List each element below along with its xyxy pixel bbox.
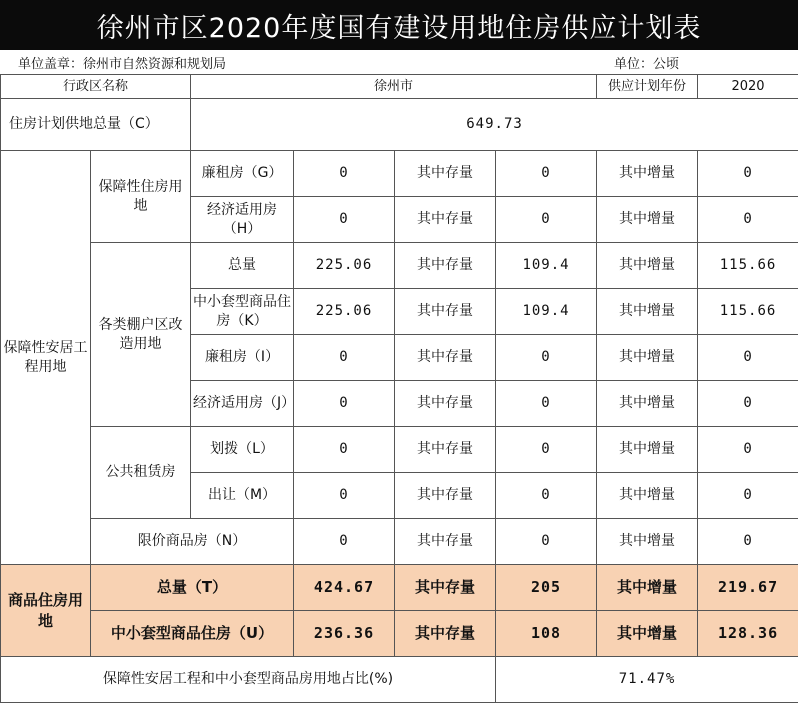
header-row bbox=[1, 75, 798, 99]
row-stock: 0 bbox=[496, 427, 597, 473]
row-increase: 219.67 bbox=[698, 565, 798, 611]
ratio-value: 71.47% bbox=[496, 657, 798, 703]
row-stock: 0 bbox=[496, 381, 597, 427]
ratio-label: 保障性安居工程和中小套型商品房用地占比(%) bbox=[1, 657, 496, 703]
row-name: 中小套型商品住房（K） bbox=[191, 289, 294, 335]
row-increase: 0 bbox=[698, 151, 798, 197]
row-increase: 0 bbox=[698, 197, 798, 243]
increase-label: 其中增量 bbox=[597, 519, 698, 565]
row-name: 廉租房（G） bbox=[191, 151, 294, 197]
stock-label: 其中存量 bbox=[395, 335, 496, 381]
group-public-rental: 公共租赁房 bbox=[91, 427, 191, 519]
row-value: 0 bbox=[294, 335, 395, 381]
total-value: 649.73 bbox=[191, 99, 798, 151]
row-name: 出让（M） bbox=[191, 473, 294, 519]
row-name: 总量 bbox=[191, 243, 294, 289]
page-title: 徐州市区2020年度国有建设用地住房供应计划表 bbox=[0, 0, 798, 50]
district-label: 行政区名称 bbox=[1, 75, 191, 99]
stock-label: 其中存量 bbox=[395, 243, 496, 289]
row-value: 0 bbox=[294, 473, 395, 519]
increase-label: 其中增量 bbox=[597, 473, 698, 519]
increase-label: 其中增量 bbox=[597, 335, 698, 381]
row-name: 经济适用房（J） bbox=[191, 381, 294, 427]
table-row bbox=[1, 565, 798, 611]
total-row bbox=[1, 99, 798, 151]
row-increase: 115.66 bbox=[698, 289, 798, 335]
increase-label: 其中增量 bbox=[597, 289, 698, 335]
increase-label: 其中增量 bbox=[597, 427, 698, 473]
row-increase: 0 bbox=[698, 335, 798, 381]
row-increase: 115.66 bbox=[698, 243, 798, 289]
stock-label: 其中存量 bbox=[395, 289, 496, 335]
stock-label: 其中存量 bbox=[395, 427, 496, 473]
row-increase: 0 bbox=[698, 381, 798, 427]
row-name: 廉租房（I） bbox=[191, 335, 294, 381]
row-value: 225.06 bbox=[294, 243, 395, 289]
unit-label: 单位：公顷 bbox=[614, 56, 680, 72]
table-row bbox=[1, 243, 798, 289]
row-stock: 0 bbox=[496, 519, 597, 565]
increase-label: 其中增量 bbox=[597, 611, 698, 657]
row-increase: 128.36 bbox=[698, 611, 798, 657]
row-stock: 0 bbox=[496, 335, 597, 381]
row-value: 0 bbox=[294, 381, 395, 427]
row-value: 236.36 bbox=[294, 611, 395, 657]
stock-label: 其中存量 bbox=[395, 197, 496, 243]
table-row bbox=[1, 611, 798, 657]
table-row bbox=[1, 427, 798, 473]
row-name: 中小套型商品住房（U） bbox=[91, 611, 294, 657]
group-commercial: 商品住房用地 bbox=[1, 565, 91, 657]
increase-label: 其中增量 bbox=[597, 381, 698, 427]
row-increase: 0 bbox=[698, 519, 798, 565]
row-value: 225.06 bbox=[294, 289, 395, 335]
increase-label: 其中增量 bbox=[597, 243, 698, 289]
stock-label: 其中存量 bbox=[395, 611, 496, 657]
seal-label: 单位盖章：徐州市自然资源和规划局 bbox=[18, 56, 227, 72]
total-label: 住房计划供地总量（C） bbox=[1, 99, 191, 151]
row-stock: 109.4 bbox=[496, 289, 597, 335]
stock-label: 其中存量 bbox=[395, 473, 496, 519]
row-stock: 108 bbox=[496, 611, 597, 657]
increase-label: 其中增量 bbox=[597, 151, 698, 197]
row-stock: 0 bbox=[496, 151, 597, 197]
increase-label: 其中增量 bbox=[597, 565, 698, 611]
row-name: 划拨（L） bbox=[191, 427, 294, 473]
table-row bbox=[1, 519, 798, 565]
row-value: 0 bbox=[294, 519, 395, 565]
group-affordable-project: 保障性安居工程用地 bbox=[1, 151, 91, 565]
row-stock: 0 bbox=[496, 473, 597, 519]
table-row bbox=[1, 151, 798, 197]
ratio-row bbox=[1, 657, 798, 703]
row-name: 总量（T） bbox=[91, 565, 294, 611]
group-affordable-housing: 保障性住房用地 bbox=[91, 151, 191, 243]
row-name: 经济适用房（H） bbox=[191, 197, 294, 243]
row-stock: 0 bbox=[496, 197, 597, 243]
stock-label: 其中存量 bbox=[395, 519, 496, 565]
row-increase: 0 bbox=[698, 473, 798, 519]
stock-label: 其中存量 bbox=[395, 381, 496, 427]
row-name: 限价商品房（N） bbox=[91, 519, 294, 565]
row-stock: 109.4 bbox=[496, 243, 597, 289]
row-increase: 0 bbox=[698, 427, 798, 473]
row-stock: 205 bbox=[496, 565, 597, 611]
row-value: 424.67 bbox=[294, 565, 395, 611]
row-value: 0 bbox=[294, 197, 395, 243]
supply-plan-table bbox=[0, 74, 798, 703]
year-value: 2020 bbox=[698, 75, 798, 99]
district-value: 徐州市 bbox=[191, 75, 597, 99]
year-label: 供应计划年份 bbox=[597, 75, 698, 99]
stock-label: 其中存量 bbox=[395, 565, 496, 611]
stock-label: 其中存量 bbox=[395, 151, 496, 197]
increase-label: 其中增量 bbox=[597, 197, 698, 243]
group-shantytown: 各类棚户区改造用地 bbox=[91, 243, 191, 427]
row-value: 0 bbox=[294, 151, 395, 197]
row-value: 0 bbox=[294, 427, 395, 473]
